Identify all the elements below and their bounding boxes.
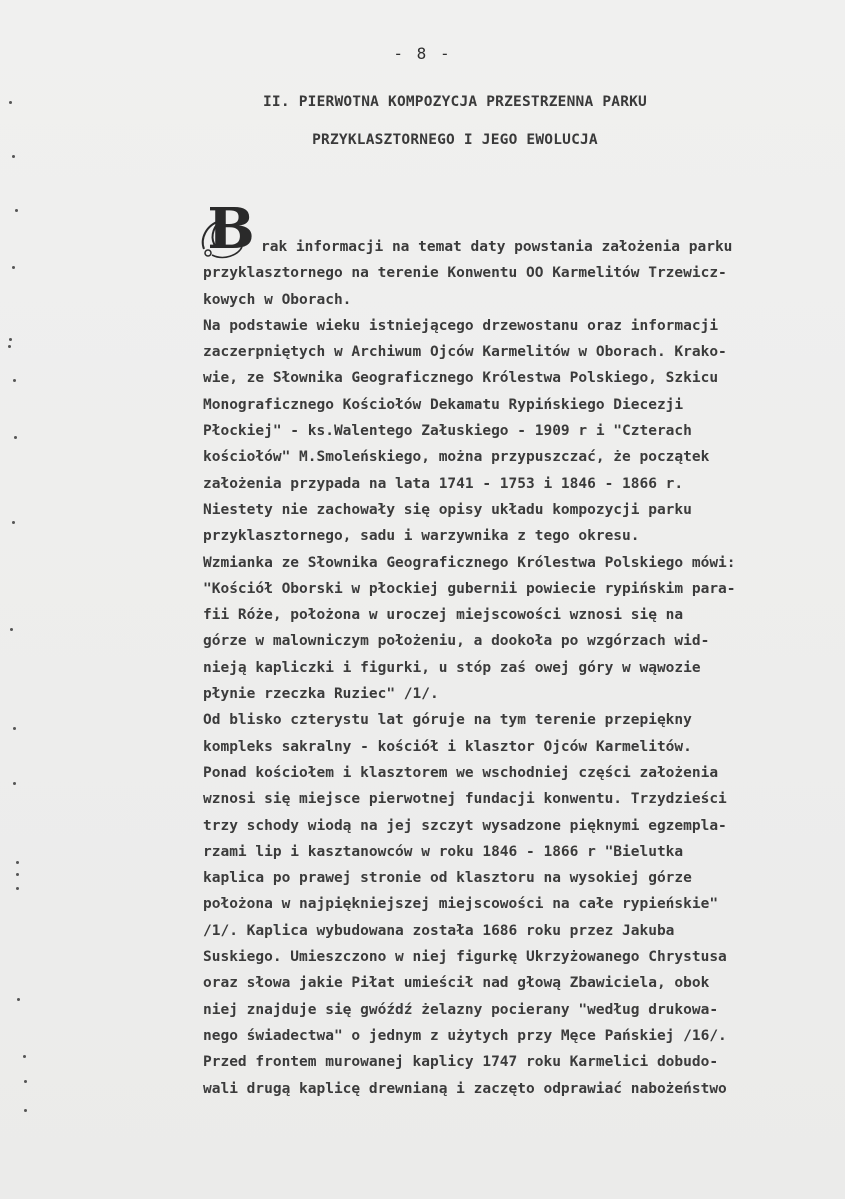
text-line: kowych w Oborach. [203, 291, 352, 308]
text-line: oraz słowa jakie Piłat umieścił nad głową Zbawiciela, obok [203, 975, 710, 992]
drop-cap-letter: B [207, 196, 255, 262]
text-line: założenia przypada na lata 1741 - 1753 i 1846 - 1866 r. [203, 475, 684, 492]
text-line: kościołów" M.Smoleńskiego, można przypuszczać, że początek [203, 449, 710, 466]
text-line: wie, ze Słownika Geograficznego Królestwa Polskiego, Szkicu [203, 370, 719, 387]
text-line: nieją kapliczki i figurki, u stóp zaś owej góry w wąwozie [203, 659, 701, 676]
text-line: wali drugą kaplicę drewnianą i zaczęto odprawiać nabożeństwo [203, 1080, 727, 1097]
text-line: /1/. Kaplica wybudowana została 1686 roku przez Jakuba [203, 922, 675, 939]
text-line: Płockiej" - ks.Walentego Załuskiego - 1909 r i "Czterach [203, 423, 692, 440]
text-line: zaczerpniętych w Archiwum Ojców Karmelitów w Oborach. Krako- [203, 344, 727, 361]
text-line: kaplica po prawej stronie od klasztoru na wysokiej górze [203, 870, 692, 887]
text-line: rak informacji na temat daty powstania założenia parku [261, 239, 733, 255]
text-line: kompleks sakralny - kościół i klasztor Ojców Karmelitów. [203, 738, 692, 755]
body-text [203, 234, 843, 1102]
text-line: Przed frontem murowanej kaplicy 1747 roku Karmelici dobudo- [203, 1054, 719, 1071]
text-line: położona w najpiękniejszej miejscowości na całe rypieńskie" [203, 896, 719, 913]
chapter-heading-line-1: II. PIERWOTNA KOMPOZYCJA PRZESTRZENNA PARKU [263, 94, 647, 110]
text-line: "Kościół Oborski w płockiej gubernii powiecie rypińskim para- [203, 580, 736, 597]
text-line: przyklasztornego, sadu i warzywnika z tego okresu. [203, 528, 640, 545]
text-line: Niestety nie zachowały się opisy układu kompozycji parku [203, 501, 692, 518]
text-line: Od blisko czterystu lat góruje na tym terenie przepiękny [203, 712, 692, 729]
text-line: Ponad kościołem i klasztorem we wschodniej części założenia [203, 764, 719, 781]
page-number: - 8 - [393, 44, 452, 63]
text-line: płynie rzeczka Ruziec" /1/. [203, 686, 439, 703]
text-line: trzy schody wiodą na jej szczyt wysadzone pięknymi egzempla- [203, 817, 727, 834]
text-line: górze w malowniczym położeniu, a dookoła po wzgórzach wid- [203, 633, 710, 650]
text-line: fii Róże, położona w uroczej miejscowości wznosi się na [203, 607, 684, 624]
text-line: nego świadectwa" o jednym z użytych przy Męce Pańskiej /16/. [203, 1027, 727, 1044]
text-line: Wzmianka ze Słownika Geograficznego Królestwa Polskiego mówi: [203, 554, 736, 571]
text-line: Suskiego. Umieszczono w niej figurkę Ukrzyżowanego Chrystusa [203, 949, 727, 966]
text-line: Monograficznego Kościołów Dekamatu Rypińskiego Diecezji [203, 396, 684, 413]
chapter-heading-line-2: PRZYKLASZTORNEGO I JEGO EWOLUCJA [312, 132, 598, 148]
text-line: przyklasztornego na terenie Konwentu OO Karmelitów Trzewicz- [203, 265, 727, 282]
text-line: wznosi się miejsce pierwotnej fundacji konwentu. Trzydzieści [203, 791, 727, 808]
text-line: Na podstawie wieku istniejącego drzewostanu oraz informacji [203, 317, 719, 334]
text-line: rzami lip i kasztanowców w roku 1846 - 1866 r "Bielutka [203, 843, 684, 860]
text-line: niej znajduje się gwóźdź żelazny pocierany "według drukowa- [203, 1001, 719, 1018]
